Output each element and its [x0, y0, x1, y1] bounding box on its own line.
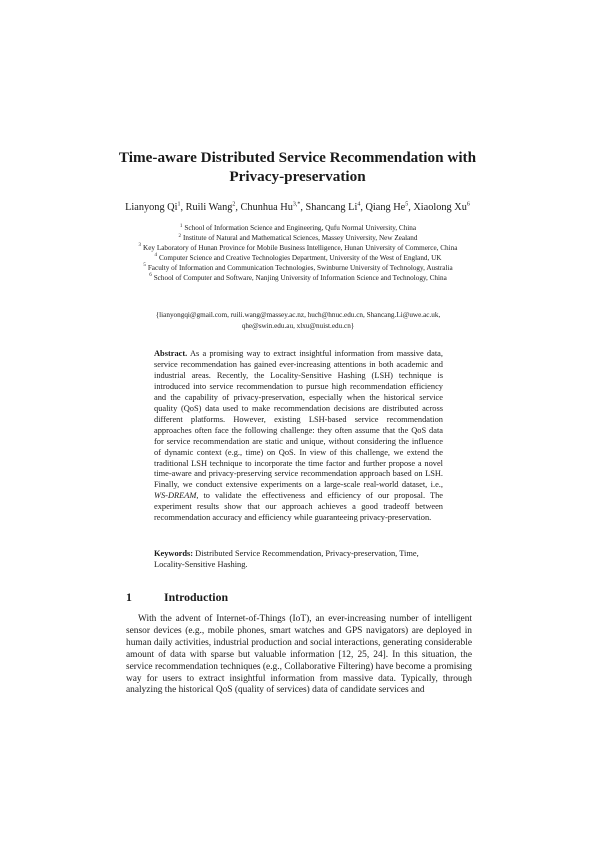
title-line-1: Time-aware Distributed Service Recommendation with — [118, 149, 477, 166]
affiliation-mark: 4 — [154, 253, 157, 259]
section-title: Introduction — [164, 590, 229, 604]
affiliation-mark: 2 — [178, 233, 182, 239]
affiliation-list — [108, 224, 488, 283]
dataset-name: WS-DREAM — [154, 491, 197, 501]
affiliation-text: School of Information Science and Engineering, Qufu Normal University, China — [184, 224, 417, 232]
affiliation-mark: 1 — [179, 223, 183, 229]
affiliation-text: Key Laboratory of Hunan Province for Mobile Business Intelligence, Hunan University of Commerce, China — [143, 243, 458, 252]
author-name: Ruili Wang — [185, 202, 233, 213]
affiliation — [108, 274, 488, 284]
affiliation-mark: 5 — [143, 263, 146, 269]
keywords-text: Distributed Service Recommendation, Privacy-preservation, Time, Locality-Sensitive Hashing. — [154, 549, 419, 569]
affiliation — [108, 244, 488, 254]
paper-title — [100, 148, 495, 186]
author-name: Chunhua Hu — [240, 202, 293, 213]
affiliation-mark: 3 — [138, 243, 142, 249]
affiliation — [108, 264, 488, 274]
author-affiliation-mark: 1 — [177, 201, 181, 208]
affiliation-text: School of Computer and Software, Nanjing University of Information Science and Technology, China — [153, 273, 447, 282]
abstract-label: Abstract. — [154, 349, 188, 358]
author-affiliation-mark: 2 — [232, 201, 236, 208]
abstract-body-part-2: , to validate the effectiveness and efficiency of our proposal. The experiment results show that our approach achieves a good tradeoff between recommendation accuracy and efficiency while guaranteeing privacy-preservation. — [154, 491, 443, 523]
author-affiliation-mark: 5 — [405, 201, 409, 208]
affiliation-text: Computer Science and Creative Technologies Department, University of the West of England, UK — [159, 253, 442, 262]
title-line-2: Privacy-preservation — [229, 168, 366, 185]
keywords-label: Keywords: — [154, 549, 194, 558]
abstract-text — [154, 349, 443, 524]
abstract — [154, 349, 443, 524]
emails-line-2: qhe@swin.edu.au, xlxu@nuist.edu.cn} — [241, 322, 355, 330]
abstract-body-part-1: As a promising way to extract insightful information from massive data, service recommendation has gained ever-increasing attentions in both academic and industrial areas. Recently, the Locality-Sensitive Hashing (LSH) technique is introduced into service recommendation to pursue high recommendation efficiency and the capability of privacy-preservation, especially when the historical service quality (QoS) data used to make recommendation decisions are distributed across different platforms. However, existing LSH-based service recommendation approaches often face the following challenge: they often assume that the QoS data for service recommendation are static and unique, without considering the influence of dynamic context (e.g., time) on QoS. In view of this challenge, we extend the traditional LSH technique to incorporate the time factor and further propose a novel time-aware and privacy-preserving service recommendation approach based on LSH. Finally, we conduct extensive experiments on a large-scale real-world dataset, i.e., — [154, 349, 443, 490]
author-emails — [108, 310, 488, 332]
author-affiliation-mark: 6 — [466, 201, 470, 208]
author-list: Lianyong Qi$^1$, Ruili Wang$^2$, Chunhua $Hu^{3,*}$, Shancang Li$^4$, Qiang He$^5$, Xiaolong Xu$^6$ — [125, 201, 470, 213]
author-affiliation-mark: 3,* — [292, 201, 301, 208]
body-paragraph: With the advent of Internet-of-Things (IoT), an ever-increasing number of intelligent sensor devices (e.g., mobile phones, smart watches and GPS navigators) are deployed in human daily activities, industrial production and social interactions, generating considerable amount of data with sparse but valuable information [12, 25, 24]. In this situation, the service recommendation techniques (e.g., Collaborative Filtering) have become a promising way for users to extract insightful information from massive data. Typically, through analyzing the historical QoS (quality of services) data of candidate services and — [126, 614, 472, 696]
keywords — [154, 548, 443, 570]
affiliation — [108, 224, 488, 234]
author-name: Shancang Li — [305, 202, 358, 213]
author-name: Qiang He — [365, 202, 406, 213]
section-heading — [126, 590, 476, 604]
emails-line-1: {lianyongqi@gmail.com, ruili.wang@massey.ac.nz, huch@hnuc.edu.cn, Shancang.Li@uwe.ac.uk, — [155, 311, 441, 319]
affiliation — [108, 254, 488, 264]
author-name: Xiaolong Xu — [413, 202, 467, 213]
affiliation-text: Faculty of Information and Communication Technologies, Swinburne University of Technology, Australia — [147, 263, 453, 272]
affiliation-mark: 6 — [149, 273, 152, 279]
author-name: Lianyong Qi — [125, 202, 178, 213]
author-affiliation-mark: 4 — [357, 201, 361, 208]
section-number: 1 — [126, 590, 132, 604]
affiliation — [108, 234, 488, 244]
affiliation-text: Institute of Natural and Mathematical Sciences, Massey University, New Zealand — [183, 233, 418, 242]
